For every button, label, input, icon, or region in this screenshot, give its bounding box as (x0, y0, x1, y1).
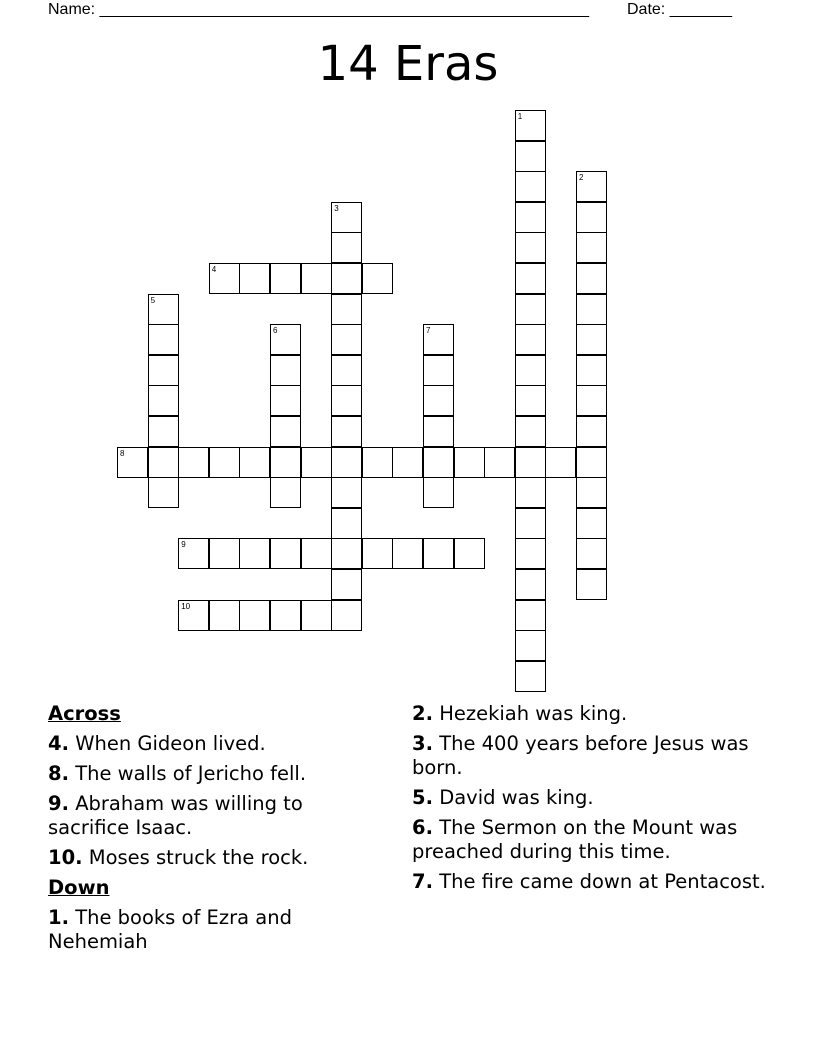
grid-cell[interactable] (331, 202, 362, 233)
grid-cell[interactable] (331, 263, 362, 294)
clue-text: Abraham was willing to sacrifice Isaac. (48, 792, 303, 839)
grid-cell[interactable] (209, 600, 240, 631)
grid-cell[interactable] (515, 263, 546, 294)
down-clue-1 (48, 906, 368, 954)
grid-cell[interactable] (239, 600, 270, 631)
clue-text: The walls of Jericho fell. (75, 762, 307, 785)
grid-cell[interactable] (423, 385, 454, 416)
grid-cell[interactable] (148, 324, 179, 355)
name-field-line: Name: _______________________________________________________ (48, 1, 589, 18)
grid-cell[interactable] (515, 110, 546, 141)
cell-number: 4 (211, 265, 217, 274)
grid-cell[interactable] (454, 447, 485, 478)
grid-cell[interactable] (301, 263, 332, 294)
grid-cell[interactable] (423, 447, 454, 478)
grid-cell[interactable] (515, 569, 546, 600)
grid-cell[interactable] (515, 202, 546, 233)
clue-text: The 400 years before Jesus was born. (412, 732, 749, 779)
cell-number: 10 (181, 601, 191, 611)
down-clue-2 (412, 702, 772, 726)
grid-cell[interactable] (331, 600, 362, 631)
grid-cell[interactable] (576, 355, 607, 386)
down-clue-5 (412, 786, 772, 810)
grid-cell[interactable] (331, 324, 362, 355)
grid-cell[interactable] (270, 324, 301, 355)
grid-cell[interactable] (148, 385, 179, 416)
grid-cell[interactable] (515, 661, 546, 692)
clue-text: The Sermon on the Mount was preached during this time. (412, 816, 738, 863)
grid-cell[interactable] (148, 447, 179, 478)
clues-right-column (412, 702, 772, 900)
grid-cell[interactable] (515, 477, 546, 508)
clue-number: 6. (412, 816, 433, 839)
grid-cell[interactable] (239, 538, 270, 569)
grid-cell[interactable] (515, 232, 546, 263)
grid-cell[interactable] (331, 294, 362, 325)
across-clue-4 (48, 732, 368, 756)
grid-cell[interactable] (576, 232, 607, 263)
grid-cell[interactable] (270, 447, 301, 478)
grid-cell[interactable] (576, 324, 607, 355)
grid-cell[interactable] (576, 416, 607, 447)
cell-number: 8 (120, 448, 125, 458)
grid-cell[interactable] (148, 477, 179, 508)
cell-number: 7 (426, 326, 431, 336)
across-clue-10 (48, 846, 368, 870)
grid-cell[interactable] (270, 477, 301, 508)
grid-cell[interactable] (301, 600, 332, 631)
grid-cell[interactable] (515, 385, 546, 416)
cell-number: 1 (517, 112, 523, 121)
down-clue-6 (412, 816, 772, 864)
grid-cell[interactable] (301, 538, 332, 569)
clue-text: David was king. (439, 786, 594, 809)
grid-cell[interactable] (270, 355, 301, 386)
grid-cell[interactable] (515, 630, 546, 661)
grid-cell[interactable] (515, 416, 546, 447)
grid-cell[interactable] (301, 447, 332, 478)
grid-cell[interactable] (392, 447, 423, 478)
cell-number: 2 (579, 173, 584, 183)
down-heading: Down (48, 876, 110, 899)
grid-cell[interactable] (178, 538, 209, 569)
across-clue-8 (48, 762, 368, 786)
grid-cell[interactable] (209, 538, 240, 569)
grid-cell[interactable] (270, 416, 301, 447)
grid-cell[interactable] (576, 263, 607, 294)
grid-cell[interactable] (209, 263, 240, 294)
grid-cell[interactable] (576, 477, 607, 508)
grid-cell[interactable] (515, 294, 546, 325)
grid-cell[interactable] (209, 447, 240, 478)
grid-cell[interactable] (423, 477, 454, 508)
grid-cell[interactable] (239, 447, 270, 478)
grid-cell[interactable] (362, 263, 393, 294)
down-clue-3 (412, 732, 772, 780)
grid-cell[interactable] (331, 385, 362, 416)
grid-cell[interactable] (239, 263, 270, 294)
grid-cell[interactable] (148, 294, 179, 325)
across-heading: Across (48, 702, 121, 725)
clue-number: 8. (48, 762, 69, 785)
grid-cell[interactable] (148, 416, 179, 447)
grid-cell[interactable] (576, 508, 607, 539)
grid-cell[interactable] (331, 569, 362, 600)
grid-cell[interactable] (423, 355, 454, 386)
grid-cell[interactable] (270, 263, 301, 294)
clue-text: Moses struck the rock. (88, 846, 309, 869)
grid-cell[interactable] (392, 538, 423, 569)
grid-cell[interactable] (515, 324, 546, 355)
grid-cell[interactable] (515, 508, 546, 539)
grid-cell[interactable] (117, 447, 148, 478)
grid-cell[interactable] (515, 355, 546, 386)
grid-cell[interactable] (576, 202, 607, 233)
date-field-line: Date: _______ (627, 1, 732, 18)
clue-text: The fire came down at Pentacost. (439, 870, 766, 893)
grid-cell[interactable] (270, 600, 301, 631)
grid-cell[interactable] (576, 447, 607, 478)
grid-cell[interactable] (515, 600, 546, 631)
grid-cell[interactable] (148, 355, 179, 386)
cell-number: 5 (150, 295, 156, 305)
clue-number: 7. (412, 870, 433, 893)
clue-number: 9. (48, 792, 69, 815)
grid-cell[interactable] (484, 447, 515, 478)
grid-cell[interactable] (331, 477, 362, 508)
clue-number: 10. (48, 846, 83, 869)
clue-number: 4. (48, 732, 69, 755)
grid-cell[interactable] (576, 569, 607, 600)
grid-cell[interactable] (331, 355, 362, 386)
grid-cell[interactable] (331, 538, 362, 569)
grid-cell[interactable] (545, 447, 576, 478)
grid-cell[interactable] (576, 538, 607, 569)
across-clue-9 (48, 792, 368, 840)
clues-left-column (48, 702, 368, 960)
grid-cell[interactable] (331, 508, 362, 539)
clue-number: 1. (48, 906, 69, 929)
page-title: 14 Eras (317, 36, 499, 92)
grid-cell[interactable] (270, 385, 301, 416)
grid-cell[interactable] (515, 538, 546, 569)
clue-text: The books of Ezra and Nehemiah (48, 906, 292, 953)
grid-cell[interactable] (423, 416, 454, 447)
grid-cell[interactable] (423, 324, 454, 355)
down-clue-7 (412, 870, 772, 894)
grid-cell[interactable] (423, 538, 454, 569)
grid-cell[interactable] (178, 600, 209, 631)
grid-cell[interactable] (178, 447, 209, 478)
grid-cell[interactable] (576, 294, 607, 325)
grid-cell[interactable] (576, 171, 607, 202)
grid-cell[interactable] (362, 447, 393, 478)
grid-cell[interactable] (331, 232, 362, 263)
clue-number: 3. (412, 732, 433, 755)
grid-cell[interactable] (270, 538, 301, 569)
grid-cell[interactable] (331, 416, 362, 447)
grid-cell[interactable] (515, 447, 546, 478)
clue-number: 5. (412, 786, 433, 809)
grid-cell[interactable] (515, 141, 546, 172)
grid-cell[interactable] (454, 538, 485, 569)
clue-text: Hezekiah was king. (439, 702, 628, 725)
grid-cell[interactable] (515, 171, 546, 202)
cell-number: 9 (181, 540, 186, 550)
cell-number: 3 (334, 203, 339, 213)
grid-cell[interactable] (576, 385, 607, 416)
grid-cell[interactable] (331, 447, 362, 478)
cell-number: 6 (273, 326, 278, 336)
clue-text: When Gideon lived. (75, 732, 266, 755)
grid-cell[interactable] (362, 538, 393, 569)
clue-number: 2. (412, 702, 433, 725)
